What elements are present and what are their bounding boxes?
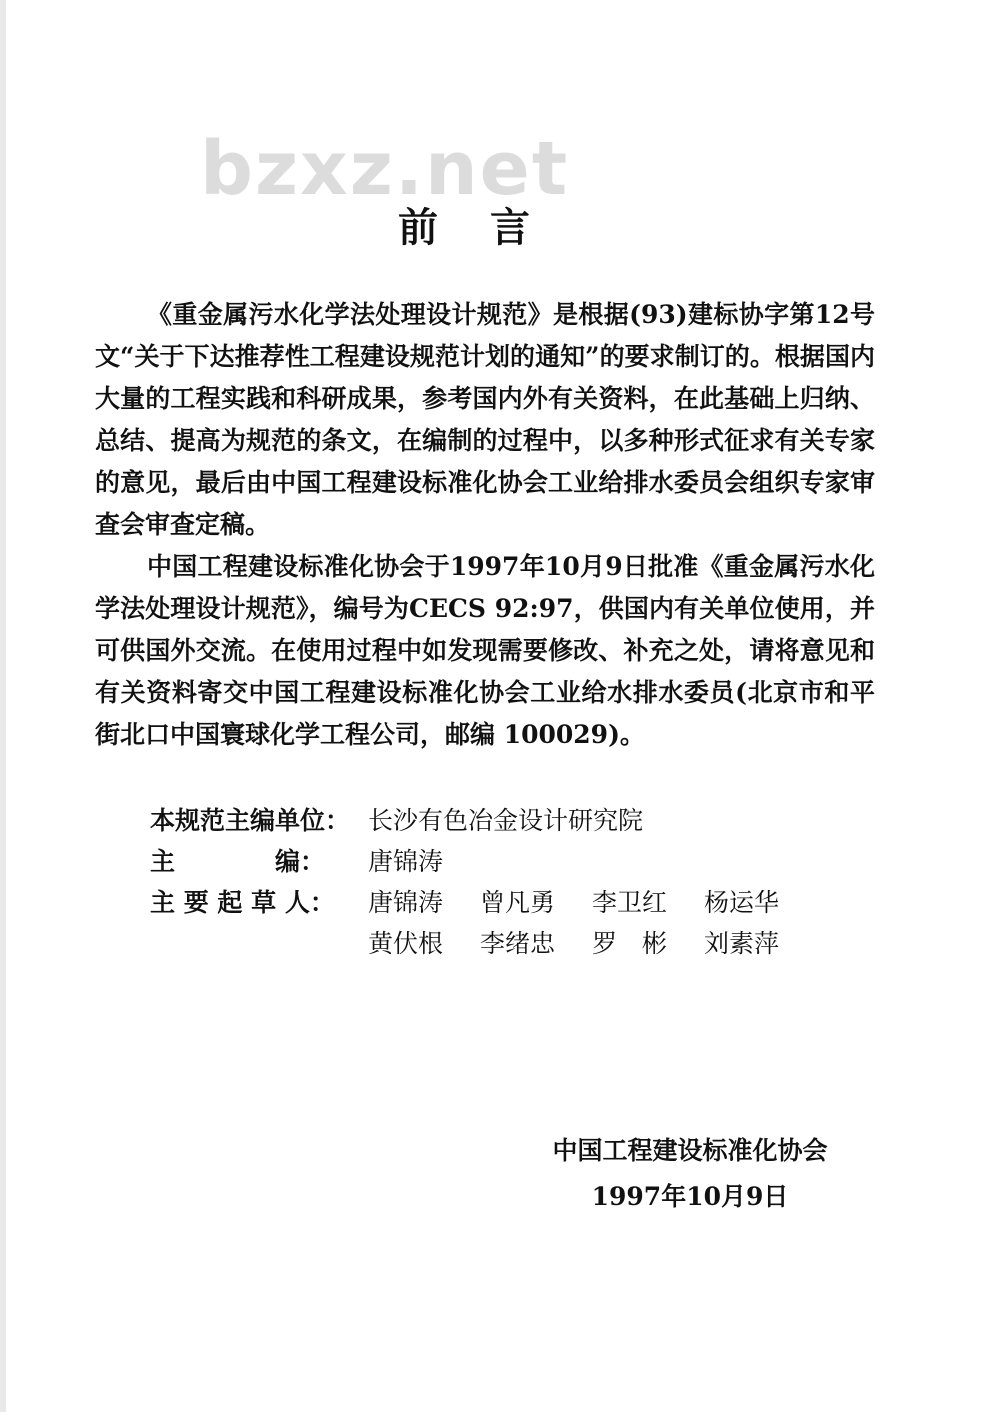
credits-block [150,800,816,964]
editor-unit-label: 本规范主编单位： [150,806,351,835]
drafters-row-1 [368,882,816,923]
drafters-row [150,882,816,964]
drafters-list [368,882,816,964]
chief-editor-label: 主 编： [150,847,326,876]
drafter-name: 杨运华 [704,888,780,917]
editor-unit-row [150,800,816,841]
signature-block [530,1128,850,1220]
signature-date: 1997年10月9日 [591,1182,789,1211]
drafter-name: 罗 彬 [592,929,668,958]
drafters-row-2 [368,923,816,964]
drafter-name: 唐锦涛 [368,888,444,917]
drafter-name: 李绪忠 [480,929,556,958]
preface-paragraph-2: 中国工程建设标准化协会于1997年10月9日批准《重金属污水化学法处理设计规范》，编号为CECS 92:97，供国内有关单位使用，并可供国外交流。在使用过程中如发现需要修改、补充之处，请将意见和有关资料寄交中国工程建设标准化协会工业给水排水委员(北京市和平街北口中国寰球化学工程公司，邮编 100029)。 [95,552,875,749]
preface-paragraph-1: 《重金属污水化学法处理设计规范》是根据(93)建标协字第12号文“关于下达推荐性工程建设规范计划的通知”的要求制订的。根据国内大量的工程实践和科研成果，参考国内外有关资料，在此基础上归纳、总结、提高为规范的条文，在编制的过程中，以多种形式征求有关专家的意见，最后由中国工程建设标准化协会工业给排水委员会组织专家审查会审查定稿。 [95,300,875,539]
drafter-name: 李卫红 [592,888,668,917]
page-title: 前言 [398,204,582,251]
editor-unit-value: 长沙有色冶金设计研究院 [368,806,644,835]
drafter-name: 黄伏根 [368,929,444,958]
drafters-label: 主 要 起 草 人： [150,888,335,917]
watermark: bzxz.net [200,126,570,212]
drafter-name: 刘素萍 [704,929,780,958]
chief-editor-value: 唐锦涛 [368,847,444,876]
chief-editor-row [150,841,816,882]
signature-organization: 中国工程建设标准化协会 [552,1136,828,1165]
page-edge [0,0,6,1412]
drafter-name: 曾凡勇 [480,888,556,917]
